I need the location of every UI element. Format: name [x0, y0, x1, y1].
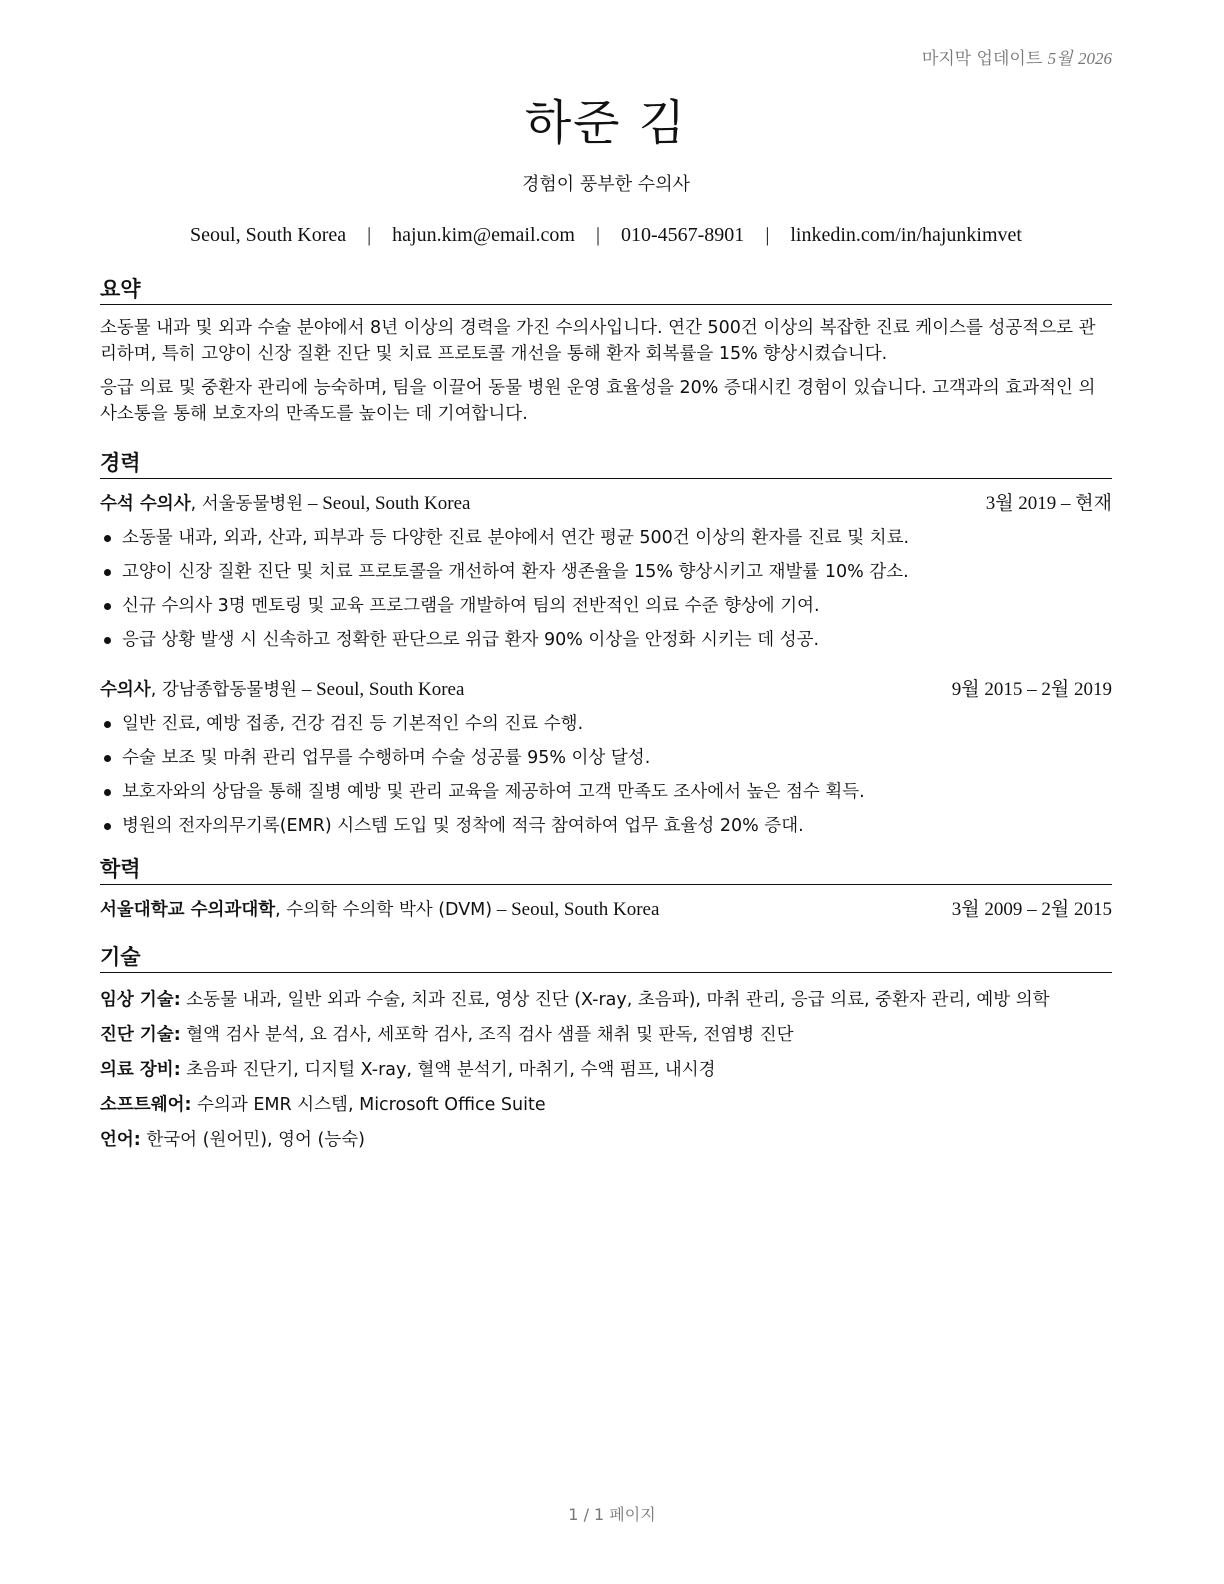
job-location: – Seoul, South Korea	[303, 493, 471, 514]
contact-email[interactable]: hajun.kim@email.com	[392, 224, 575, 246]
summary-paragraph-2: 응급 의료 및 중환자 관리에 능숙하며, 팀을 이끌어 동물 병원 운영 효율성을 20% 증대시킨 경험이 있습니다. 고객과의 효과적인 의사소통을 통해 보호자의 만족도를 높이는 데 기여합니다.	[100, 378, 1096, 424]
job-dates: 3월 2019 – 현재	[985, 493, 1112, 514]
education-degree: , 수의학 수의학 박사 (DVM)	[275, 900, 493, 920]
skills-section	[100, 944, 1112, 1158]
list-item: 응급 상황 발생 시 신속하고 정확한 판단으로 위급 환자 90% 이상을 안정화 시키는 데 성공.	[100, 623, 1112, 657]
experience-section	[100, 450, 1112, 843]
skill-row	[100, 1018, 1112, 1053]
list-item: 소동물 내과, 외과, 산과, 피부과 등 다양한 진료 분야에서 연간 평균 500건 이상의 환자를 진료 및 치료.	[100, 521, 1112, 555]
last-updated-month: 5월	[1047, 49, 1073, 68]
contact-linkedin[interactable]: linkedin.com/in/hajunkimvet	[790, 224, 1022, 246]
skill-value: 초음파 진단기, 디지털 X-ray, 혈액 분석기, 마취기, 수액 펌프, 내시경	[180, 1060, 716, 1080]
job-bullets	[100, 707, 1112, 843]
job-header	[100, 491, 1112, 517]
job-location: – Seoul, South Korea	[297, 679, 465, 700]
job-role: 수의사	[100, 680, 151, 700]
skill-label: 임상 기술:	[100, 990, 181, 1010]
contact-line	[100, 224, 1112, 247]
candidate-name: 하준 김	[524, 95, 688, 151]
skill-row	[100, 983, 1112, 1018]
skill-row	[100, 1053, 1112, 1088]
skill-label: 언어:	[100, 1130, 141, 1150]
last-updated-year: 2026	[1078, 49, 1112, 68]
contact-separator: |	[595, 224, 600, 246]
skill-row	[100, 1123, 1112, 1158]
experience-title: 경력	[100, 450, 1112, 479]
list-item: 일반 진료, 예방 접종, 건강 검진 등 기본적인 수의 진료 수행.	[100, 707, 1112, 741]
education-section	[100, 856, 1112, 923]
summary-title: 요약	[100, 276, 1112, 305]
job-org: , 서울동물병원	[190, 494, 304, 514]
education-entry	[100, 897, 1112, 923]
contact-phone: 010-4567-8901	[620, 224, 745, 246]
skill-value: 소동물 내과, 일반 외과 수술, 치과 진료, 영상 진단 (X-ray, 초음파), 마취 관리, 응급 의료, 중환자 관리, 예방 의학	[180, 990, 1050, 1010]
skill-value: 혈액 검사 분석, 요 검사, 세포학 검사, 조직 검사 샘플 채취 및 판독, 전염병 진단	[180, 1025, 794, 1045]
list-item: 병원의 전자의무기록(EMR) 시스템 도입 및 정착에 적극 참여하여 업무 효율성 20% 증대.	[100, 809, 1112, 843]
skills-title: 기술	[100, 944, 1112, 973]
contact-separator: |	[367, 224, 372, 246]
skill-label: 소프트웨어:	[100, 1095, 192, 1115]
list-item: 수술 보조 및 마취 관리 업무를 수행하며 수술 성공률 95% 이상 달성.	[100, 741, 1112, 775]
list-item: 고양이 신장 질환 진단 및 치료 프로토콜을 개선하여 환자 생존율을 15% 향상시키고 재발률 10% 감소.	[100, 555, 1112, 589]
skill-value: 한국어 (원어민), 영어 (능숙)	[140, 1130, 365, 1150]
summary-section	[100, 276, 1112, 427]
summary-paragraph-1: 소동물 내과 및 외과 수술 분야에서 8년 이상의 경력을 가진 수의사입니다. 연간 500건 이상의 복잡한 진료 케이스를 성공적으로 관리하며, 특히 고양이 신장 질환 진단 및 치료 프로토콜 개선을 통해 환자 회복률을 15% 향상시켰습니다.	[100, 318, 1096, 364]
skill-label: 의료 장비:	[100, 1060, 181, 1080]
job-header	[100, 677, 1112, 703]
list-item: 보호자와의 상담을 통해 질병 예방 및 관리 교육을 제공하여 고객 만족도 조사에서 높은 점수 획득.	[100, 775, 1112, 809]
job-dates: 9월 2015 – 2월 2019	[951, 679, 1112, 700]
job-org: , 강남종합동물병원	[150, 680, 298, 700]
job-bullets	[100, 521, 1112, 657]
list-item: 신규 수의사 3명 멘토링 및 교육 프로그램을 개발하여 팀의 전반적인 의료 수준 향상에 기여.	[100, 589, 1112, 623]
skill-label: 진단 기술:	[100, 1025, 181, 1045]
education-dates: 3월 2009 – 2월 2015	[951, 899, 1112, 920]
education-school: 서울대학교 수의과대학	[100, 900, 276, 920]
last-updated-label: 마지막 업데이트	[921, 49, 1043, 69]
skill-value: 수의과 EMR 시스템, Microsoft Office Suite	[191, 1095, 546, 1115]
contact-location: Seoul, South Korea	[190, 224, 347, 246]
page-indicator: 1 / 1 페이지	[568, 1505, 656, 1524]
job-role: 수석 수의사	[100, 494, 191, 514]
last-updated	[922, 44, 1112, 69]
contact-separator: |	[765, 224, 770, 246]
education-title: 학력	[100, 856, 1112, 885]
education-location: – Seoul, South Korea	[492, 899, 660, 920]
candidate-subtitle: 경험이 풍부한 수의사	[522, 174, 690, 195]
skill-row	[100, 1088, 1112, 1123]
